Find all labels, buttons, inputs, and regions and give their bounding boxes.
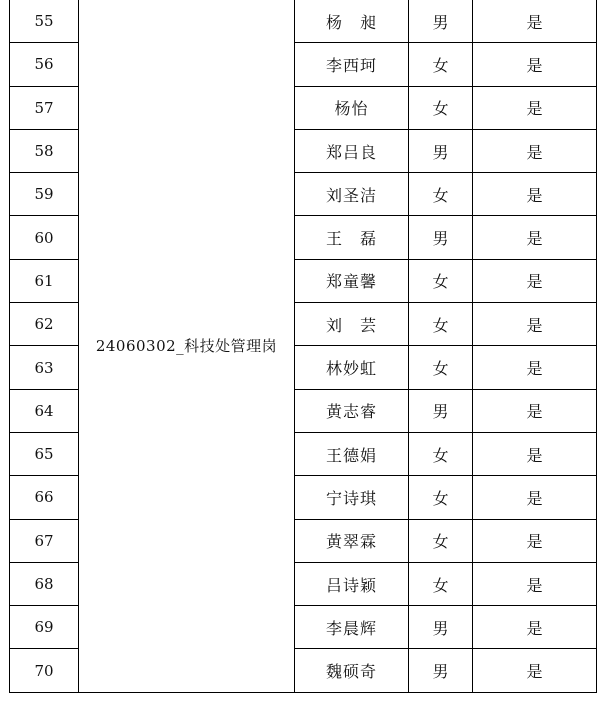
candidate-name: 刘 芸 — [295, 303, 409, 346]
candidate-name: 吕诗颖 — [295, 562, 409, 605]
candidate-name: 黄翠霖 — [295, 519, 409, 562]
qualified-status: 是 — [473, 303, 597, 346]
qualified-status: 是 — [473, 606, 597, 649]
candidate-gender: 男 — [409, 389, 473, 432]
candidate-name: 林妙虹 — [295, 346, 409, 389]
row-number: 64 — [10, 389, 79, 432]
row-number: 55 — [10, 0, 79, 43]
qualified-status: 是 — [473, 173, 597, 216]
qualified-status: 是 — [473, 43, 597, 86]
qualified-status: 是 — [473, 129, 597, 172]
candidate-gender: 女 — [409, 432, 473, 475]
candidate-name: 李晨辉 — [295, 606, 409, 649]
row-number: 65 — [10, 432, 79, 475]
candidate-gender: 女 — [409, 346, 473, 389]
candidate-gender: 女 — [409, 303, 473, 346]
candidate-gender: 女 — [409, 43, 473, 86]
row-number: 58 — [10, 129, 79, 172]
qualified-status: 是 — [473, 432, 597, 475]
candidate-gender: 女 — [409, 519, 473, 562]
qualified-status: 是 — [473, 86, 597, 129]
candidate-gender: 男 — [409, 129, 473, 172]
candidate-name: 杨 昶 — [295, 0, 409, 43]
row-number: 70 — [10, 649, 79, 692]
qualified-status: 是 — [473, 0, 597, 43]
row-number: 59 — [10, 173, 79, 216]
row-number: 68 — [10, 562, 79, 605]
qualified-status: 是 — [473, 259, 597, 302]
row-number: 67 — [10, 519, 79, 562]
qualified-status: 是 — [473, 519, 597, 562]
row-number: 57 — [10, 86, 79, 129]
row-number: 66 — [10, 476, 79, 519]
candidate-name: 宁诗琪 — [295, 476, 409, 519]
candidate-name: 郑童馨 — [295, 259, 409, 302]
qualified-status: 是 — [473, 389, 597, 432]
candidate-gender: 男 — [409, 0, 473, 43]
row-number: 63 — [10, 346, 79, 389]
row-number: 69 — [10, 606, 79, 649]
row-number: 62 — [10, 303, 79, 346]
qualified-status: 是 — [473, 216, 597, 259]
qualified-status: 是 — [473, 649, 597, 692]
candidate-name: 刘圣洁 — [295, 173, 409, 216]
candidate-name: 李西珂 — [295, 43, 409, 86]
candidate-gender: 女 — [409, 173, 473, 216]
table-row — [10, 0, 597, 43]
candidate-gender: 男 — [409, 216, 473, 259]
row-number: 60 — [10, 216, 79, 259]
candidate-name: 杨怡 — [295, 86, 409, 129]
candidate-gender: 男 — [409, 606, 473, 649]
qualified-status: 是 — [473, 346, 597, 389]
candidate-name: 王 磊 — [295, 216, 409, 259]
roster-table-body — [10, 0, 597, 692]
candidate-name: 黄志睿 — [295, 389, 409, 432]
candidate-name: 魏硕奇 — [295, 649, 409, 692]
roster-table — [9, 0, 597, 693]
candidate-gender: 女 — [409, 86, 473, 129]
candidate-gender: 男 — [409, 649, 473, 692]
qualified-status: 是 — [473, 476, 597, 519]
row-number: 56 — [10, 43, 79, 86]
qualified-status: 是 — [473, 562, 597, 605]
candidate-gender: 女 — [409, 562, 473, 605]
candidate-gender: 女 — [409, 476, 473, 519]
post-code-cell: 24060302_科技处管理岗 — [79, 0, 295, 692]
candidate-name: 郑吕良 — [295, 129, 409, 172]
candidate-gender: 女 — [409, 259, 473, 302]
row-number: 61 — [10, 259, 79, 302]
candidate-name: 王德娟 — [295, 432, 409, 475]
